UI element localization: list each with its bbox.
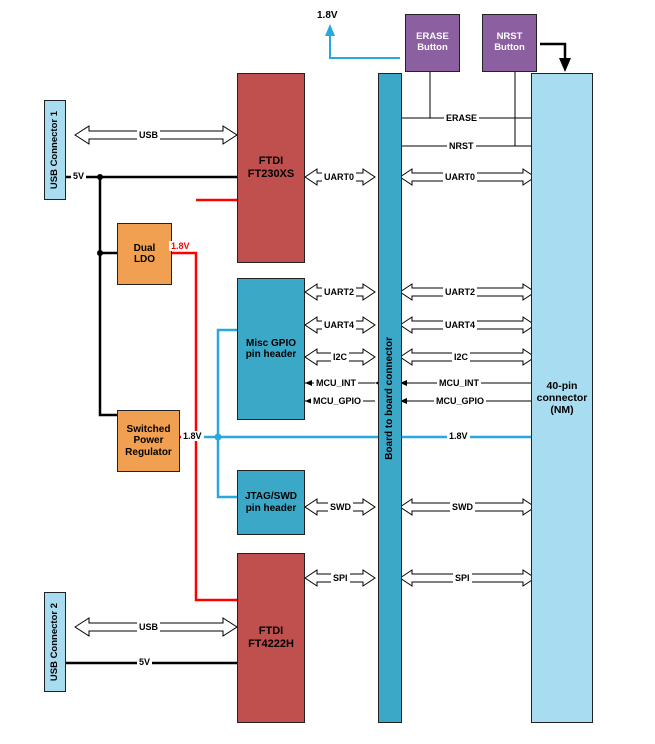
label-5v-bottom: 5V xyxy=(139,657,151,667)
block-usb-connector-2[interactable] xyxy=(44,592,66,692)
label-usb-bottom: USB xyxy=(139,622,159,632)
block-erase-button[interactable] xyxy=(405,14,460,72)
usb-connector-2-label: USB Connector 2 xyxy=(48,602,60,682)
ftdi-ft230xs-line2: FT230XS xyxy=(247,168,295,180)
label-mcu-int-left: MCU_INT xyxy=(316,378,356,388)
block-40-pin-connector[interactable] xyxy=(531,73,593,723)
label-1v8-top: 1.8V xyxy=(317,10,338,21)
dual-ldo-line1: Dual xyxy=(133,242,156,254)
block-jtag-swd-pin-header[interactable] xyxy=(237,470,305,535)
block-dual-ldo[interactable] xyxy=(117,223,172,285)
erase-button-line1: ERASE xyxy=(416,31,449,43)
block-board-to-board-connector[interactable] xyxy=(378,73,402,723)
switched-power-line1: Switched xyxy=(126,423,171,435)
ftdi-ft4222h-line2: FT4222H xyxy=(248,638,294,650)
label-spi-right: SPI xyxy=(455,573,470,583)
label-uart4-left: UART4 xyxy=(324,320,355,330)
switched-power-line2: Power xyxy=(133,435,164,447)
label-uart2-right: UART2 xyxy=(445,287,476,297)
block-switched-power-regulator[interactable] xyxy=(117,410,180,472)
label-uart2-left: UART2 xyxy=(324,287,355,297)
forty-pin-line3: (NM) xyxy=(550,404,574,417)
block-nrst-button[interactable] xyxy=(482,14,537,72)
label-mcu-gpio-left: MCU_GPIO xyxy=(313,396,362,406)
label-mcu-gpio-right: MCU_GPIO xyxy=(436,396,485,406)
label-swd-left: SWD xyxy=(330,502,351,512)
switched-power-line3: Regulator xyxy=(125,446,172,458)
block-misc-gpio-pin-header[interactable] xyxy=(237,278,305,420)
label-5v-top: 5V xyxy=(73,171,85,181)
jtag-swd-line1: JTAG/SWD xyxy=(244,491,298,502)
usb-connector-1-label: USB Connector 1 xyxy=(48,110,60,190)
label-i2c-right: I2C xyxy=(454,352,469,362)
ftdi-ft230xs-line1: FTDI xyxy=(258,155,284,168)
misc-gpio-line1: Misc GPIO xyxy=(245,337,296,349)
erase-button-line2: Button xyxy=(417,42,448,53)
label-1v8-ldo: 1.8V xyxy=(171,241,190,251)
block-ftdi-ft4222h[interactable] xyxy=(237,553,305,723)
label-uart0-right: UART0 xyxy=(445,172,476,182)
label-nrst-net: NRST xyxy=(449,141,474,151)
label-usb-top: USB xyxy=(139,130,159,140)
block-usb-connector-1[interactable] xyxy=(44,100,66,200)
misc-gpio-line2: pin header xyxy=(245,349,297,360)
jtag-swd-line2: pin header xyxy=(245,502,297,514)
ftdi-ft4222h-line1: FTDI xyxy=(258,625,284,638)
label-i2c-left: I2C xyxy=(333,352,348,362)
block-ftdi-ft230xs[interactable] xyxy=(237,73,305,263)
board-to-board-label: Board to board connector xyxy=(384,336,396,460)
nrst-button-line1: NRST xyxy=(496,31,523,43)
forty-pin-line1: 40-pin xyxy=(546,379,578,392)
label-mcu-int-right: MCU_INT xyxy=(439,378,479,388)
nrst-button-line2: Button xyxy=(494,42,525,53)
label-spi-left: SPI xyxy=(333,573,348,583)
dual-ldo-line2: LDO xyxy=(133,254,156,265)
label-swd-right: SWD xyxy=(452,502,473,512)
forty-pin-line2: connector xyxy=(536,391,588,404)
label-erase-net: ERASE xyxy=(446,113,478,123)
label-uart4-right: UART4 xyxy=(445,320,476,330)
label-1v8-bus: 1.8V xyxy=(449,431,468,441)
label-1v8-reg: 1.8V xyxy=(183,431,202,441)
label-uart0-left: UART0 xyxy=(324,172,355,182)
